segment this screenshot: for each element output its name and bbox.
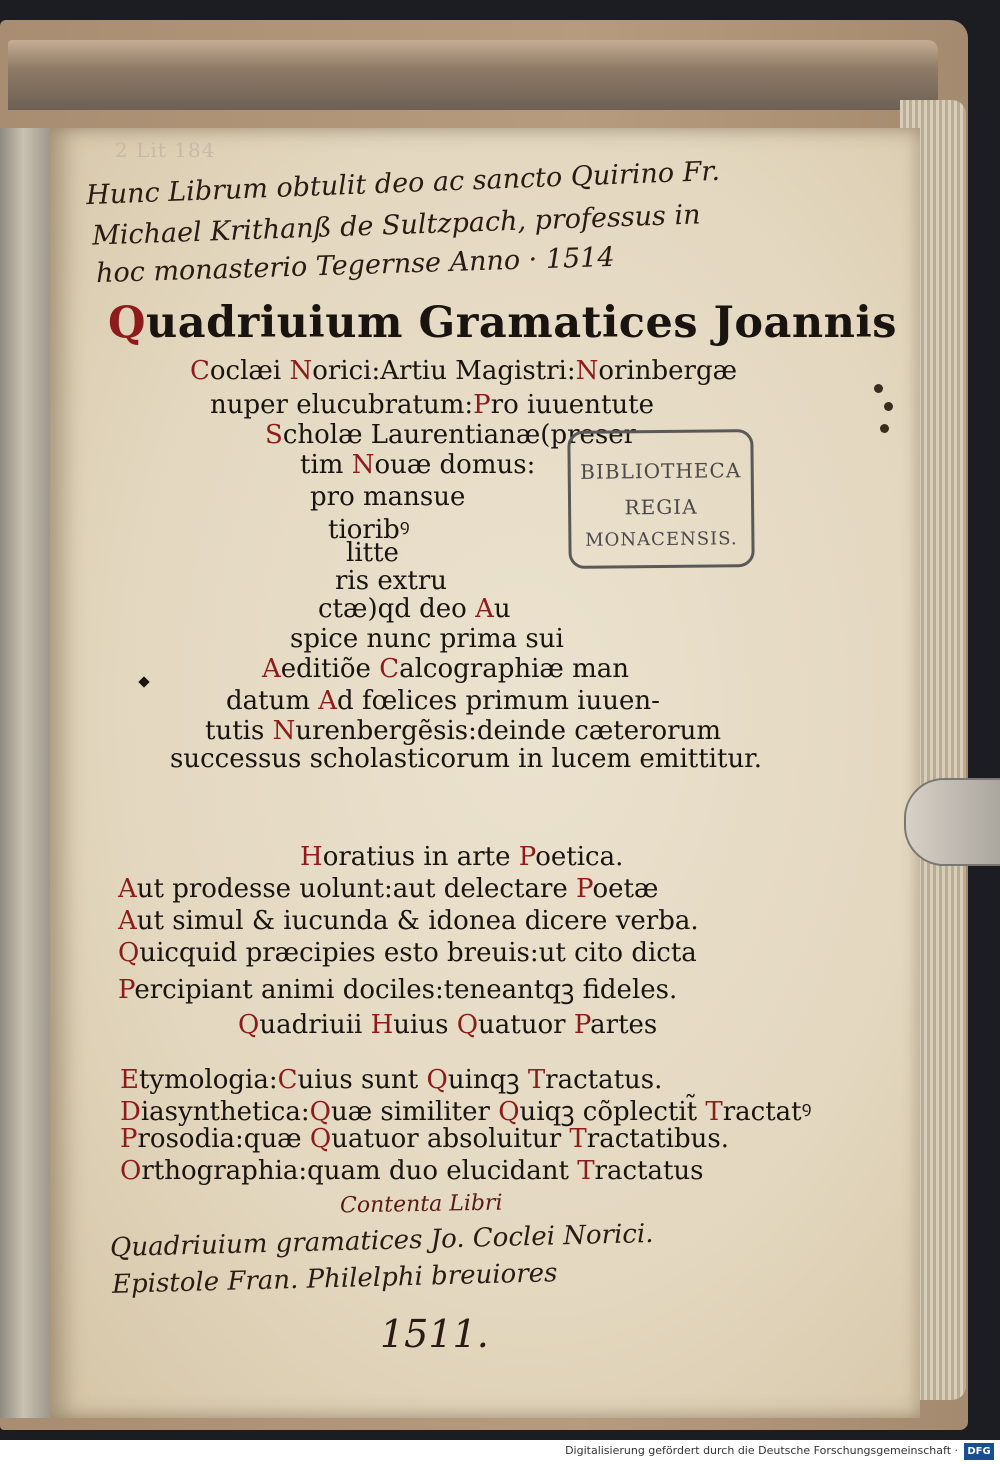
worm-hole <box>884 402 893 411</box>
parts-line-orthographia: Orthographia:quam duo elucidant Tractatus <box>120 1156 704 1186</box>
title-line-11: spice nunc prima sui <box>290 624 564 654</box>
stamp-line-2: REGIA <box>624 494 698 520</box>
horace-line-4: Percipiant animi dociles:teneantqꝫ fideles. <box>118 975 678 1005</box>
title-line-15: successus scholasticorum in lucem emittitur. <box>170 744 763 774</box>
title-line-7: tioribꝰ <box>328 515 410 545</box>
title-line-6: pro mansue <box>310 482 466 512</box>
manuscript-note-line-2: Michael Krithanß de Sultzpach, professus in <box>91 199 701 252</box>
horace-line-1: Aut prodesse uolunt:aut delectare Poetæ <box>118 874 659 904</box>
worm-hole <box>880 424 889 433</box>
cover-top-edge <box>8 40 938 110</box>
manuscript-note-line-3: hoc monasterio Tegernse Anno · 1514 <box>95 241 615 290</box>
title-line-3: nuper elucubratum:Pro iuuentute <box>210 390 654 420</box>
title-line-2: Coclæi Norici:Artiu Magistri:Norinbergæ <box>190 356 738 386</box>
stamp-line-3: MONACENSIS. <box>585 528 738 551</box>
title-line-10: ctæ)qd deo Au <box>318 594 511 624</box>
contents-line-1: Quadriuium gramatices Jo. Coclei Norici. <box>109 1218 654 1264</box>
contents-year: 1511. <box>380 1312 489 1356</box>
title-line-13: datum Ad fœlices primum iuuen- <box>226 686 660 716</box>
title-line-12: Aeditiõe Calcographiæ man <box>262 654 630 684</box>
horace-heading: Horatius in arte Poetica. <box>300 842 624 872</box>
shelfmark: 2 Lit 184 <box>115 138 216 162</box>
contents-line-2: Epistole Fran. Philelphi breuiores <box>111 1258 558 1300</box>
footer-bar <box>0 1440 1000 1464</box>
parts-heading: Quadriuii Huius Quatuor Partes <box>238 1010 658 1040</box>
title-line-1: Quadriuium Gramatices Joannis <box>108 298 897 348</box>
title-line-9: ris extru <box>335 566 448 596</box>
book-clasp <box>904 778 1000 866</box>
left-page-edge <box>0 128 52 1418</box>
parts-line-prosodia: Prosodia:quæ Quatuor absoluitur Tractatibus. <box>120 1124 729 1154</box>
manuscript-note-line-1: Hunc Librum obtulit deo ac sancto Quirino Fr. <box>85 155 721 212</box>
horace-line-2: Aut simul & iucunda & idonea dicere verba. <box>118 906 699 936</box>
horace-line-3: Quicquid præcipies esto breuis:ut cito dicta <box>118 938 697 968</box>
title-line-4: Scholæ Laurentianæ(preser <box>265 420 637 450</box>
title-line-8: litte <box>346 538 399 568</box>
parts-line-diasynthetica: Diasynthetica:Quæ similiter Quiqꝫ cõplectit̃ Tractatꝰ <box>120 1097 812 1127</box>
parts-line-etymologia: Etymologia:Cuius sunt Quinqꝫ Tractatus. <box>120 1065 663 1095</box>
dfg-logo: DFG <box>964 1443 994 1460</box>
footer-credit: Digitalisierung gefördert durch die Deutsche Forschungsgemeinschaft · <box>565 1444 958 1457</box>
title-line-5: tim Nouæ domus: <box>300 450 536 480</box>
library-stamp <box>567 429 754 569</box>
worm-hole <box>874 384 883 393</box>
stamp-line-1: BIBLIOTHECA <box>580 458 742 484</box>
contents-heading: Contenta Libri <box>339 1190 503 1219</box>
title-line-14: tutis Nurenbergẽsis:deinde cæterorum <box>205 716 722 746</box>
